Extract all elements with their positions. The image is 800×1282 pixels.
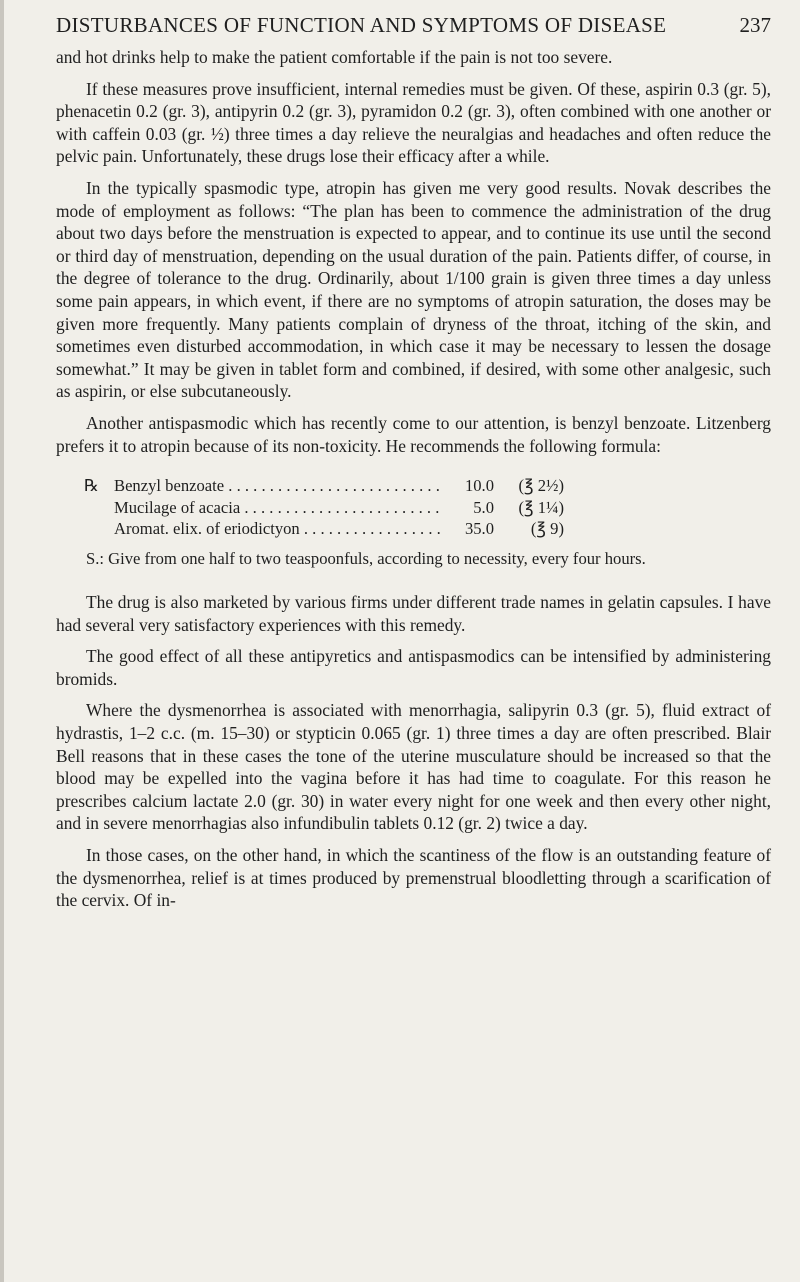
paragraph-benzyl-benzoate: Another antispasmodic which has recently come to our attention, is benzyl benzoate. Litzenberg prefers it to atropin because of its non-toxicity. He recommends the following formula: bbox=[56, 412, 771, 456]
recipe-symbol: ℞ bbox=[84, 476, 99, 496]
paragraph-continuation: and hot drinks help to make the patient comfortable if the pain is not too severe. bbox=[56, 47, 613, 67]
paragraph-scanty-flow: In those cases, on the other hand, in which the scantiness of the flow is an outstanding feature of the dysmenorrhea, relief is at times produced by premenstrual bloodletting through a scarification of the cervix. Of in- bbox=[56, 845, 771, 911]
page-number: 237 bbox=[739, 13, 771, 37]
paragraph-internal-remedies: If these measures prove insufficient, internal remedies must be given. Of these, aspirin 0.3 (gr. 5), phenacetin 0.2 (gr. 3), antipyrin 0.2 (gr. 3), pyramidon 0.2 (gr. 3), often combined with one another or with caffein 0.03 (gr. ½) three times a day relieve the neuralgias and headaches and often reduce the pelvic pain. Unfortunately, these drugs lose their efficacy after a while. bbox=[56, 78, 771, 167]
ingredient-apothecary: (℥ 1¼) bbox=[518, 497, 564, 517]
prescription-row bbox=[56, 475, 771, 497]
ingredient-name: Mucilage of acacia . . . bbox=[114, 497, 444, 519]
running-header bbox=[56, 4, 771, 38]
paragraph-menorrhagia: Where the dysmenorrhea is associated with menorrhagia, salipyrin 0.3 (gr. 5), fluid extract of hydrastis, 1–2 c.c. (m. 15–30) or stypticin 0.065 (gr. 1) three times a day are often prescribed. Blair Bell reasons that in these cases the tone of the uterine musculature should be increased so that the blood may be expelled into the vagina before it has had time to coagulate. For this reason he prescribes calcium lactate 2.0 (gr. 30) in water every night for one week and then every other night, and in severe menorrhagias also infundibulin tablets 0.12 (gr. 2) twice a day. bbox=[56, 700, 771, 834]
paragraph-atropin: In the typically spasmodic type, atropin has given me very good results. Novak describes the mode of employment as follows: “The plan has been to commence the administration of the drug about two days before the menstruation is expected to appear, and to continue its use until the second or third day of menstruation, depending on the usual duration of the pain. Patients differ, of course, in the degree of tolerance to the drug. Ordinarily, about 1/100 grain is given three times a day unless some pain appears, in which event, if there are no symptoms of atropin saturation, the doses may be given more frequently. Many patients complain of dryness of the throat, itching of the skin, and sometimes even disturbed accommodation, in which case it may be necessary to lessen the dosage somewhat.” It may be given in tablet form and combined, if desired, with some other analgesic, such as aspirin, or else subcutaneously. bbox=[56, 177, 771, 402]
ingredient-amount: 35.0 bbox=[464, 519, 494, 539]
ingredient-apothecary: (℥ 9) bbox=[530, 519, 564, 539]
prescription-row bbox=[56, 518, 771, 540]
ingredient-amount: 5.0 bbox=[473, 497, 494, 517]
prescription-formula bbox=[56, 475, 771, 540]
prescription-signa: S.: Give from one half to two teaspoonfuls, according to necessity, every four hours. bbox=[86, 548, 646, 568]
ingredient-apothecary: (℥ 2½) bbox=[518, 476, 564, 496]
running-head-title: DISTURBANCES OF FUNCTION AND SYMPTOMS OF DISEASE bbox=[56, 13, 667, 37]
ingredient-amount: 10.0 bbox=[464, 476, 494, 496]
ingredient-name: Benzyl benzoate . . . bbox=[114, 475, 444, 497]
page-edge-shadow bbox=[0, 0, 4, 1282]
ingredient-name: Aromat. elix. of eriodictyon . . . bbox=[114, 518, 444, 540]
paragraph-bromids: The good effect of all these antipyretics and antispasmodics can be intensified by administering bromids. bbox=[56, 646, 771, 689]
prescription-row bbox=[56, 497, 771, 519]
paragraph-trade-names: The drug is also marketed by various firms under different trade names in gelatin capsules. I have had several very satisfactory experiences with this remedy. bbox=[56, 592, 771, 635]
body-text bbox=[56, 46, 771, 921]
